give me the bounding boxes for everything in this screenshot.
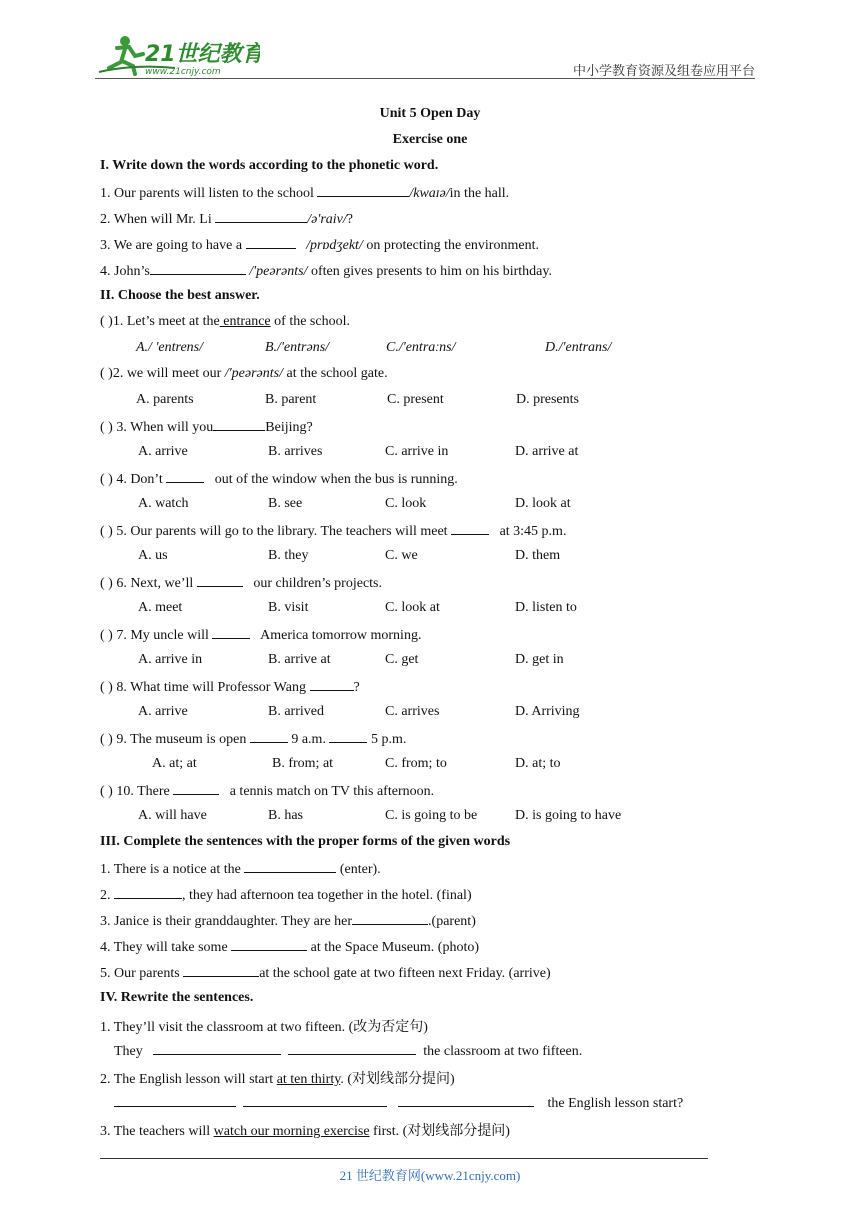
option-a[interactable]: A./ 'entrens/ xyxy=(136,340,204,355)
option-a[interactable]: A. arrive in xyxy=(138,652,203,667)
section4-answer-2: the English lesson start? xyxy=(114,1094,683,1112)
option-c[interactable]: C. look xyxy=(385,496,427,511)
option-d[interactable]: D./'entrans/ xyxy=(545,340,612,355)
section4-question-1: 1. They’ll visit the classroom at two fifteen. (改为否定句) xyxy=(100,1020,428,1035)
section4-question-3: 3. The teachers will watch our morning exercise first. (对划线部分提问) xyxy=(100,1124,510,1139)
question-8: ( ) 8. What time will Professor Wang ? xyxy=(100,680,360,695)
option-c[interactable]: C. present xyxy=(387,392,444,407)
answer-blank[interactable] xyxy=(231,938,307,951)
option-a[interactable]: A. arrive xyxy=(138,704,188,719)
section1-item: 2. When will Mr. Li /ə'raiv/? xyxy=(100,212,353,227)
page-subtitle: Exercise one xyxy=(392,132,468,147)
answer-blank[interactable] xyxy=(246,236,296,249)
option-b[interactable]: B. has xyxy=(268,808,303,823)
question-2: ( )2. we will meet our /'peərənts/ at the school gate. xyxy=(100,366,388,381)
option-b[interactable]: B. see xyxy=(268,496,303,511)
option-a[interactable]: A. parents xyxy=(136,392,194,407)
section3-item: 3. Janice is their granddaughter. They are her .(parent) xyxy=(100,914,476,929)
section3-item: 1. There is a notice at the (enter). xyxy=(100,862,381,877)
answer-blank[interactable] xyxy=(288,1042,416,1055)
svg-text:www.21cnjy.com: www.21cnjy.com xyxy=(145,67,221,77)
option-c[interactable]: C. we xyxy=(385,548,418,563)
option-c[interactable]: C. get xyxy=(385,652,419,667)
option-d[interactable]: D. at; to xyxy=(515,756,561,771)
option-a[interactable]: A. meet xyxy=(138,600,183,615)
answer-blank[interactable] xyxy=(212,626,250,639)
answer-blank[interactable] xyxy=(352,912,428,925)
option-c[interactable]: C. look at xyxy=(385,600,440,615)
option-b[interactable]: B. arrive at xyxy=(268,652,331,667)
option-a[interactable]: A. us xyxy=(138,548,168,563)
question-6: ( ) 6. Next, we’ll our children’s projects. xyxy=(100,576,382,591)
answer-blank[interactable] xyxy=(173,782,219,795)
option-c[interactable]: C. is going to be xyxy=(385,808,478,823)
option-b[interactable]: B. from; at xyxy=(272,756,334,771)
section1-heading: I. Write down the words according to the phonetic word. xyxy=(100,158,439,173)
runner-logo-icon xyxy=(95,34,260,78)
section4-heading: IV. Rewrite the sentences. xyxy=(100,990,254,1005)
answer-blank[interactable] xyxy=(329,730,367,743)
answer-blank[interactable] xyxy=(398,1094,534,1107)
section3-item: 5. Our parents at the school gate at two fifteen next Friday. (arrive) xyxy=(100,966,551,981)
section2-heading: II. Choose the best answer. xyxy=(100,288,260,303)
option-b[interactable]: B. visit xyxy=(268,600,309,615)
footer-divider xyxy=(100,1158,708,1159)
site-logo xyxy=(95,34,260,78)
option-d[interactable]: D. listen to xyxy=(515,600,577,615)
question-7: ( ) 7. My uncle will America tomorrow morning. xyxy=(100,628,422,643)
option-c[interactable]: C. from; to xyxy=(385,756,447,771)
option-b[interactable]: B. arrived xyxy=(268,704,324,719)
answer-blank[interactable] xyxy=(166,470,204,483)
footer-link[interactable]: 21 世纪教育网(www.21cnjy.com) xyxy=(339,1168,521,1183)
section4-answer-1: They the classroom at two fifteen. xyxy=(114,1044,583,1059)
option-a[interactable]: A. will have xyxy=(138,808,207,823)
section3-item: 2. , they had afternoon tea together in the hotel. (final) xyxy=(100,888,472,903)
option-a[interactable]: A. watch xyxy=(138,496,189,511)
option-d[interactable]: D. look at xyxy=(515,496,571,511)
option-d[interactable]: D. is going to have xyxy=(515,808,622,823)
option-c[interactable]: C. arrives xyxy=(385,704,440,719)
question-5: ( ) 5. Our parents will go to the library. The teachers will meet at 3:45 p.m. xyxy=(100,524,567,539)
answer-blank[interactable] xyxy=(150,262,246,275)
option-b[interactable]: B. they xyxy=(268,548,309,563)
section1-item: 3. We are going to have a /prɒdʒekt/ on protecting the environment. xyxy=(100,238,539,253)
question-10: ( ) 10. There a tennis match on TV this afternoon. xyxy=(100,784,435,799)
answer-blank[interactable] xyxy=(197,574,243,587)
answer-blank[interactable] xyxy=(310,678,354,691)
option-b[interactable]: B./'entrəns/ xyxy=(265,340,330,355)
option-d[interactable]: D. get in xyxy=(515,652,564,667)
answer-blank[interactable] xyxy=(451,522,489,535)
answer-blank[interactable] xyxy=(243,1094,387,1107)
section1-item: 4. John’s /'peərənts/ often gives presents to him on his birthday. xyxy=(100,264,552,279)
option-c[interactable]: C./'entraːns/ xyxy=(386,340,456,355)
option-c[interactable]: C. arrive in xyxy=(385,444,449,459)
section3-item: 4. They will take some at the Space Museum. (photo) xyxy=(100,940,480,955)
answer-blank[interactable] xyxy=(114,886,182,899)
header-platform-text: 中小学教育资源及组卷应用平台 xyxy=(572,63,755,78)
answer-blank[interactable] xyxy=(153,1042,281,1055)
section4-question-2: 2. The English lesson will start at ten thirty. (对划线部分提问) xyxy=(100,1072,455,1087)
option-a[interactable]: A. arrive xyxy=(138,444,188,459)
answer-blank[interactable] xyxy=(213,418,265,431)
answer-blank[interactable] xyxy=(215,210,307,223)
page-title: Unit 5 Open Day xyxy=(379,106,481,121)
svg-text:21世纪教育: 21世纪教育 xyxy=(145,42,260,67)
option-d[interactable]: D. presents xyxy=(516,392,579,407)
answer-blank[interactable] xyxy=(114,1094,236,1107)
answer-blank[interactable] xyxy=(250,730,288,743)
answer-blank[interactable] xyxy=(244,860,336,873)
question-4: ( ) 4. Don’t out of the window when the bus is running. xyxy=(100,472,458,487)
question-3: ( ) 3. When will you Beijing? xyxy=(100,420,313,435)
option-d[interactable]: D. Arriving xyxy=(515,704,580,719)
question-1: ( )1. Let’s meet at the entrance of the school. xyxy=(100,314,350,329)
option-b[interactable]: B. parent xyxy=(265,392,317,407)
option-d[interactable]: D. arrive at xyxy=(515,444,579,459)
option-d[interactable]: D. them xyxy=(515,548,561,563)
header-divider xyxy=(95,78,755,79)
question-9: ( ) 9. The museum is open 9 a.m. 5 p.m. xyxy=(100,732,407,747)
option-b[interactable]: B. arrives xyxy=(268,444,323,459)
answer-blank[interactable] xyxy=(317,184,409,197)
option-a[interactable]: A. at; at xyxy=(152,756,197,771)
section1-item: 1. Our parents will listen to the school /kwaɪə/in the hall. xyxy=(100,186,510,201)
answer-blank[interactable] xyxy=(183,964,259,977)
section3-heading: III. Complete the sentences with the proper forms of the given words xyxy=(100,834,511,849)
